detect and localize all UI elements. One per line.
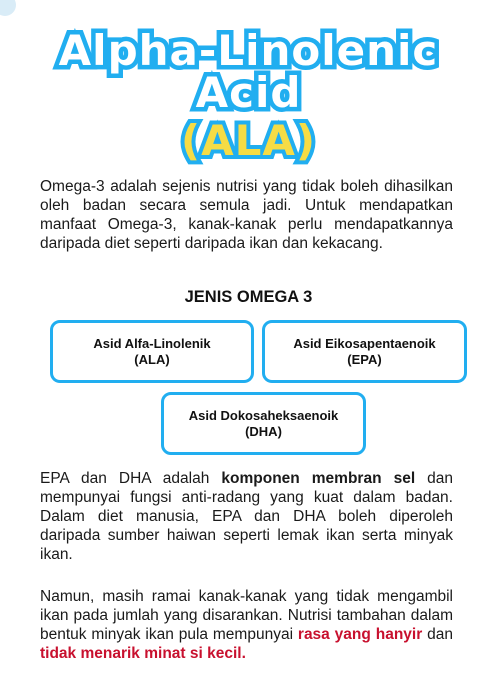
title-line-main: Alpha-Linolenic Acid: [58, 26, 439, 117]
closing-text: Namun, masih ramai kanak-kanak yang tidak mengambil ikan pada jumlah yang disarankan. Nutrisi tambahan dalam bentuk minyak ikan pula mempunyai: [40, 588, 453, 643]
corner-decoration: [0, 0, 16, 16]
closing-paragraph: [40, 587, 453, 663]
epa-dha-bold-phrase: komponen membran sel: [221, 470, 416, 487]
title-line-abbreviation: (ALA): [180, 116, 317, 165]
highlight-fishy-taste: rasa yang hanyir: [297, 626, 423, 643]
omega-type-card-dha: [161, 392, 366, 455]
omega-type-abbr: (EPA): [347, 351, 382, 367]
epa-dha-paragraph: [40, 469, 453, 564]
epa-dha-text-start: EPA dan DHA adalah: [40, 470, 222, 487]
intro-paragraph: Omega-3 adalah sejenis nutrisi yang tidak boleh dihasilkan oleh badan secara semula jadi. Untuk mendapatkan manfaat Omega-3, kanak-kanak perlu mendapatkannya daripada diet seperti daripada ikan dan kekacang.: [40, 178, 453, 252]
omega-type-card-epa: [262, 320, 467, 383]
omega-type-abbr: (ALA): [134, 351, 170, 367]
omega-type-name: Asid Alfa-Linolenik: [93, 335, 211, 351]
page-title: [0, 26, 497, 165]
highlight-not-appealing: tidak menarik minat si kecil.: [40, 645, 246, 662]
epa-dha-text-end: dan mempunyai fungsi anti-radang yang kuat dalam badan. Dalam diet manusia, EPA dan DHA boleh diperoleh daripada sumber haiwan seperti lemak ikan serta minyak ikan.: [40, 470, 454, 563]
omega-type-abbr: (DHA): [245, 423, 282, 439]
omega-type-card-ala: [50, 320, 254, 383]
omega-type-name: Asid Eikosapentaenoik: [293, 335, 436, 351]
omega-type-name: Asid Dokosaheksaenoik: [188, 407, 339, 423]
closing-connector: dan: [422, 626, 454, 643]
types-heading: JENIS OMEGA 3: [184, 288, 313, 306]
